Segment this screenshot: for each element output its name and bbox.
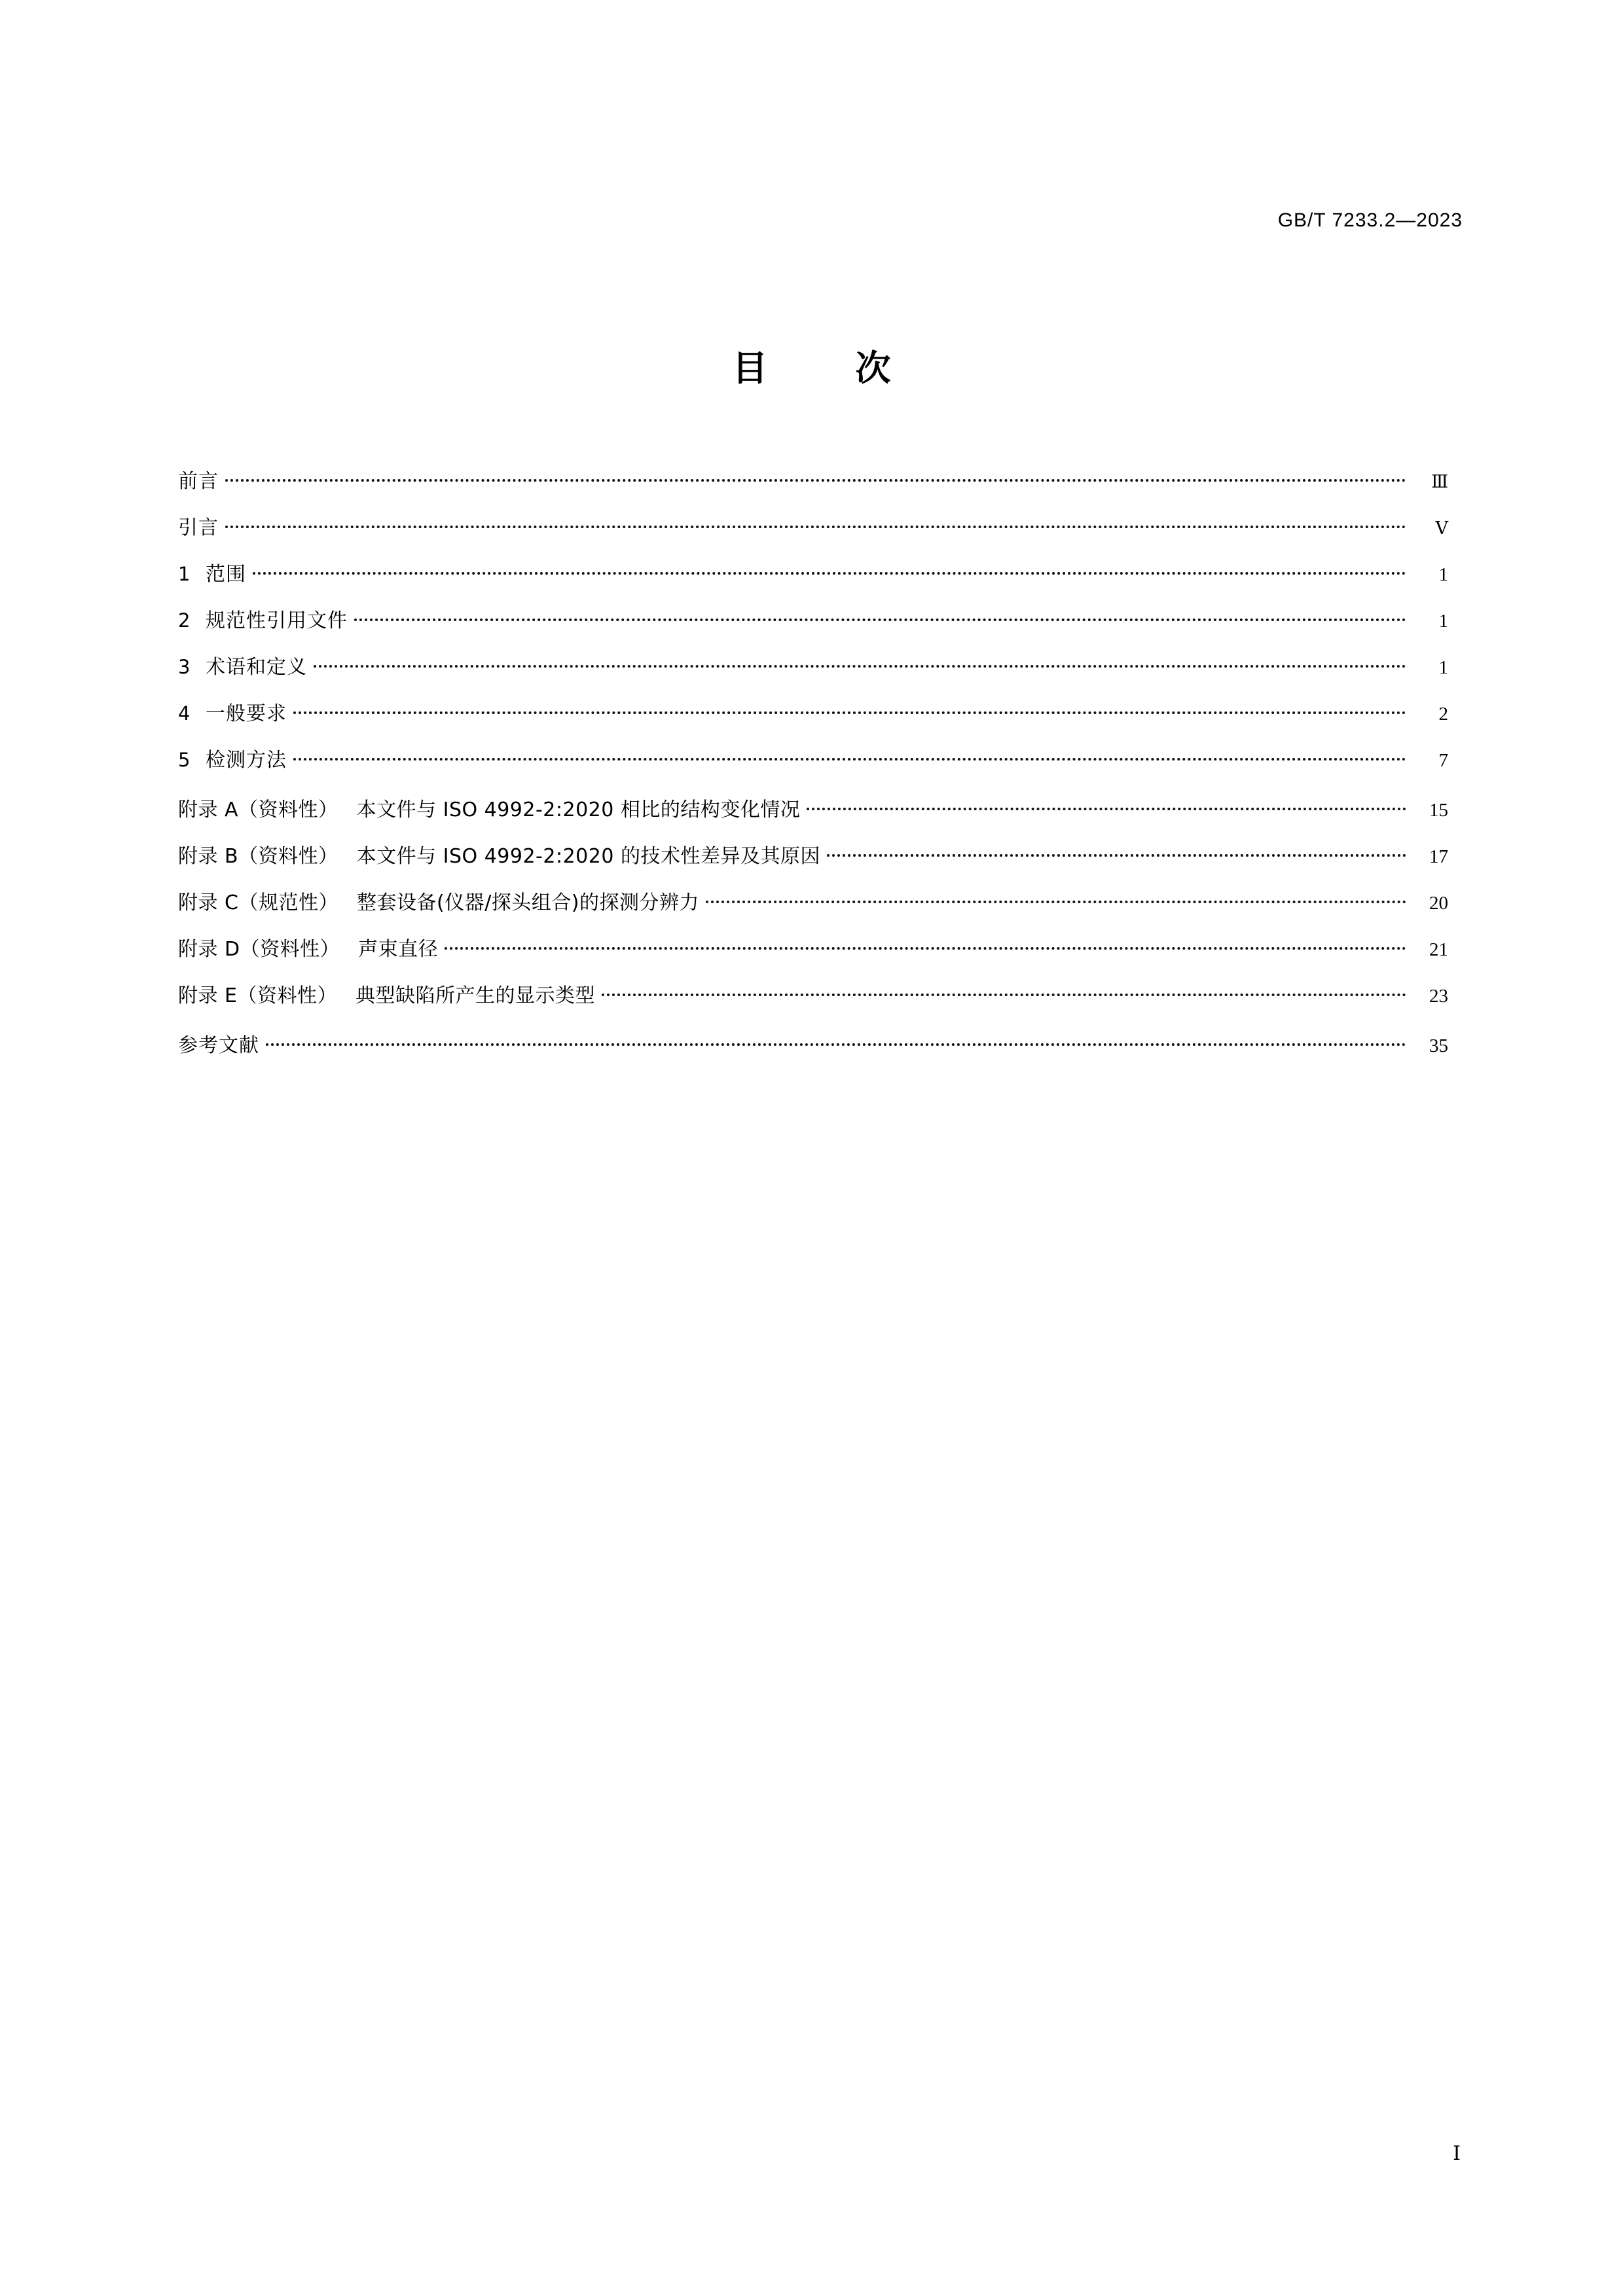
toc-entry-annex-a[interactable] bbox=[178, 797, 1448, 820]
toc-entry-preface[interactable] bbox=[178, 468, 1448, 492]
toc-entry-page: V bbox=[1435, 518, 1448, 539]
dot-leader bbox=[807, 797, 1406, 816]
toc-entry-page: 35 bbox=[1429, 1035, 1448, 1056]
toc-entry-page: Ⅲ bbox=[1431, 472, 1448, 492]
toc-entry-label: 引言 bbox=[178, 516, 219, 539]
dot-leader bbox=[225, 468, 1406, 488]
toc-entry-label: 前言 bbox=[178, 470, 219, 493]
dot-leader bbox=[314, 654, 1406, 673]
toc-entry-clause-4[interactable] bbox=[178, 700, 1448, 724]
toc-entry-label: 检测方法 bbox=[206, 749, 287, 772]
page-title: 目 次 bbox=[732, 348, 917, 389]
toc-entry-clause-2[interactable] bbox=[178, 607, 1448, 631]
toc-entry-number: 4 bbox=[178, 702, 191, 725]
toc-entry-introduction[interactable] bbox=[178, 514, 1448, 538]
toc-entry-label: 范围 bbox=[206, 563, 246, 586]
dot-leader bbox=[827, 843, 1406, 863]
page-number-footer: I bbox=[1453, 2142, 1461, 2165]
toc-entry-annex-e[interactable] bbox=[178, 982, 1448, 1006]
dot-leader bbox=[445, 936, 1406, 956]
toc-entry-page: 1 bbox=[1438, 611, 1448, 632]
toc-entry-label: 一般要求 bbox=[206, 702, 287, 725]
dot-leader bbox=[253, 561, 1406, 581]
toc-entry-clause-3[interactable] bbox=[178, 654, 1448, 677]
toc-entry-annex-head: 附录 B（资料性） bbox=[178, 845, 338, 868]
dot-leader bbox=[293, 700, 1406, 720]
standard-number-header: GB/T 7233.2—2023 bbox=[1277, 209, 1463, 231]
toc-entry-page: 1 bbox=[1438, 657, 1448, 678]
toc-entry-page: 1 bbox=[1438, 564, 1448, 585]
dot-leader bbox=[225, 514, 1406, 534]
toc-entry-annex-c[interactable] bbox=[178, 889, 1448, 913]
toc-entry-annex-head: 附录 A（资料性） bbox=[178, 798, 338, 821]
dot-leader bbox=[293, 747, 1406, 766]
toc-entry-label: 本文件与 ISO 4992-2:2020 相比的结构变化情况 bbox=[356, 798, 801, 821]
toc-entry-page: 2 bbox=[1438, 704, 1448, 725]
toc-entry-number: 1 bbox=[178, 563, 191, 585]
toc-entry-label: 参考文献 bbox=[178, 1034, 259, 1057]
toc-entry-page: 20 bbox=[1429, 893, 1448, 914]
toc-entry-annex-b[interactable] bbox=[178, 843, 1448, 867]
toc-entry-label: 典型缺陷所产生的显示类型 bbox=[356, 984, 595, 1007]
toc-entry-page: 7 bbox=[1438, 750, 1448, 771]
toc-entry-label: 本文件与 ISO 4992-2:2020 的技术性差异及其原因 bbox=[356, 845, 820, 868]
toc-entry-bibliography[interactable] bbox=[178, 1032, 1448, 1056]
toc-entry-annex-head: 附录 D（资料性） bbox=[178, 938, 340, 961]
toc-entry-clause-5[interactable] bbox=[178, 747, 1448, 770]
toc-entry-label: 规范性引用文件 bbox=[206, 609, 348, 632]
dot-leader bbox=[354, 607, 1406, 627]
dot-leader bbox=[266, 1032, 1406, 1052]
dot-leader bbox=[602, 982, 1406, 1002]
toc-entry-clause-1[interactable] bbox=[178, 561, 1448, 584]
toc-entry-label: 整套设备(仪器/探头组合)的探测分辨力 bbox=[356, 891, 699, 914]
toc-entry-number: 2 bbox=[178, 609, 191, 632]
toc-entry-page: 17 bbox=[1429, 846, 1448, 867]
table-of-contents bbox=[178, 468, 1448, 1079]
toc-entry-number: 3 bbox=[178, 656, 191, 678]
toc-entry-page: 15 bbox=[1429, 800, 1448, 821]
toc-entry-label: 术语和定义 bbox=[206, 656, 307, 679]
toc-entry-annex-d[interactable] bbox=[178, 936, 1448, 960]
toc-entry-annex-head: 附录 E（资料性） bbox=[178, 984, 337, 1007]
toc-entry-page: 23 bbox=[1429, 986, 1448, 1007]
toc-entry-annex-head: 附录 C（规范性） bbox=[178, 891, 338, 914]
toc-entry-number: 5 bbox=[178, 749, 191, 771]
toc-entry-page: 21 bbox=[1429, 939, 1448, 960]
dot-leader bbox=[706, 889, 1406, 909]
toc-entry-label: 声束直径 bbox=[358, 938, 439, 961]
